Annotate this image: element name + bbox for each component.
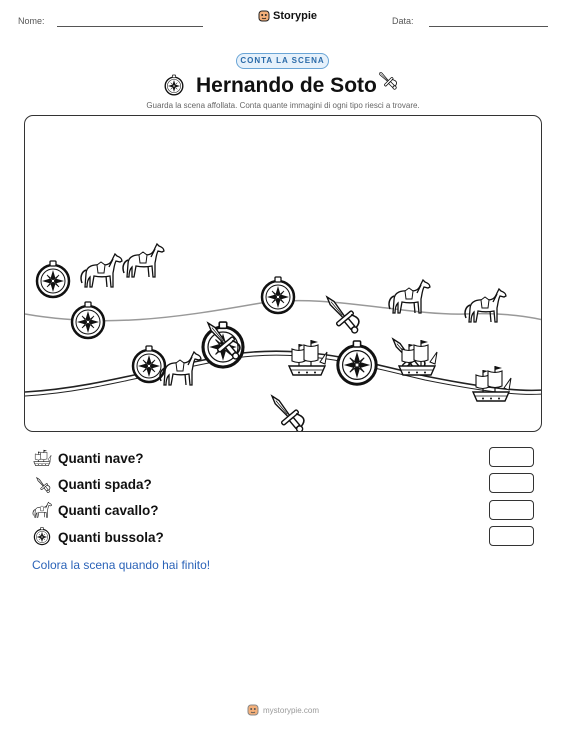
- sword-3: [264, 390, 309, 432]
- ship-icon: [32, 448, 52, 468]
- instructions: Guarda la scena affollata. Conta quante immagini di ogni tipo riesci a trovare.: [146, 101, 420, 110]
- date-line[interactable]: [429, 26, 548, 27]
- scene-illustration: [25, 116, 542, 432]
- storypie-mascot-icon: [258, 10, 270, 22]
- horse-3: [160, 352, 201, 385]
- horse-2: [123, 244, 164, 277]
- question-label: Quanti nave?: [58, 450, 144, 466]
- horse-5: [465, 289, 506, 322]
- sword-2: [319, 291, 364, 339]
- ship-2: [399, 340, 437, 375]
- answer-box-compass[interactable]: [489, 526, 534, 546]
- horse-icon: [32, 500, 52, 520]
- title-row: [0, 72, 566, 100]
- counting-scene: [24, 115, 542, 432]
- storypie-mascot-icon: [247, 704, 259, 716]
- compass-5: [262, 277, 294, 313]
- brand-name: Storypie: [273, 10, 318, 22]
- question-label: Quanti spada?: [58, 476, 152, 492]
- horse-4: [389, 280, 430, 313]
- question-label: Quanti cavallo?: [58, 502, 159, 518]
- horse-1: [81, 254, 122, 287]
- ship-3: [473, 366, 511, 401]
- footer: [0, 704, 566, 716]
- sword-icon: [32, 474, 52, 494]
- name-label: Nome:: [18, 16, 45, 26]
- page-title: Hernando de Soto: [196, 74, 377, 97]
- activity-badge: CONTA LA SCENA: [236, 53, 329, 69]
- compass-icon: [163, 74, 185, 98]
- compass-1: [37, 261, 69, 297]
- footer-url: mystorypie.com: [262, 705, 319, 715]
- answer-box-horse[interactable]: [489, 500, 534, 520]
- coloring-note: Colora la scena quando hai finito!: [32, 558, 211, 572]
- answer-box-ship[interactable]: [489, 447, 534, 467]
- question-horse: [32, 499, 159, 521]
- question-compass: [32, 526, 164, 548]
- compass-6: [338, 341, 376, 384]
- question-sword: [32, 473, 152, 495]
- name-line[interactable]: [57, 26, 203, 27]
- storypie-logo: [258, 10, 317, 22]
- ship-1: [289, 340, 327, 375]
- compass-icon: [32, 527, 52, 547]
- date-label: Data:: [392, 16, 414, 26]
- question-label: Quanti bussola?: [58, 529, 164, 545]
- compass-2: [72, 302, 104, 338]
- question-ship: [32, 447, 144, 469]
- answer-box-sword[interactable]: [489, 473, 534, 493]
- sword-icon: [379, 72, 405, 98]
